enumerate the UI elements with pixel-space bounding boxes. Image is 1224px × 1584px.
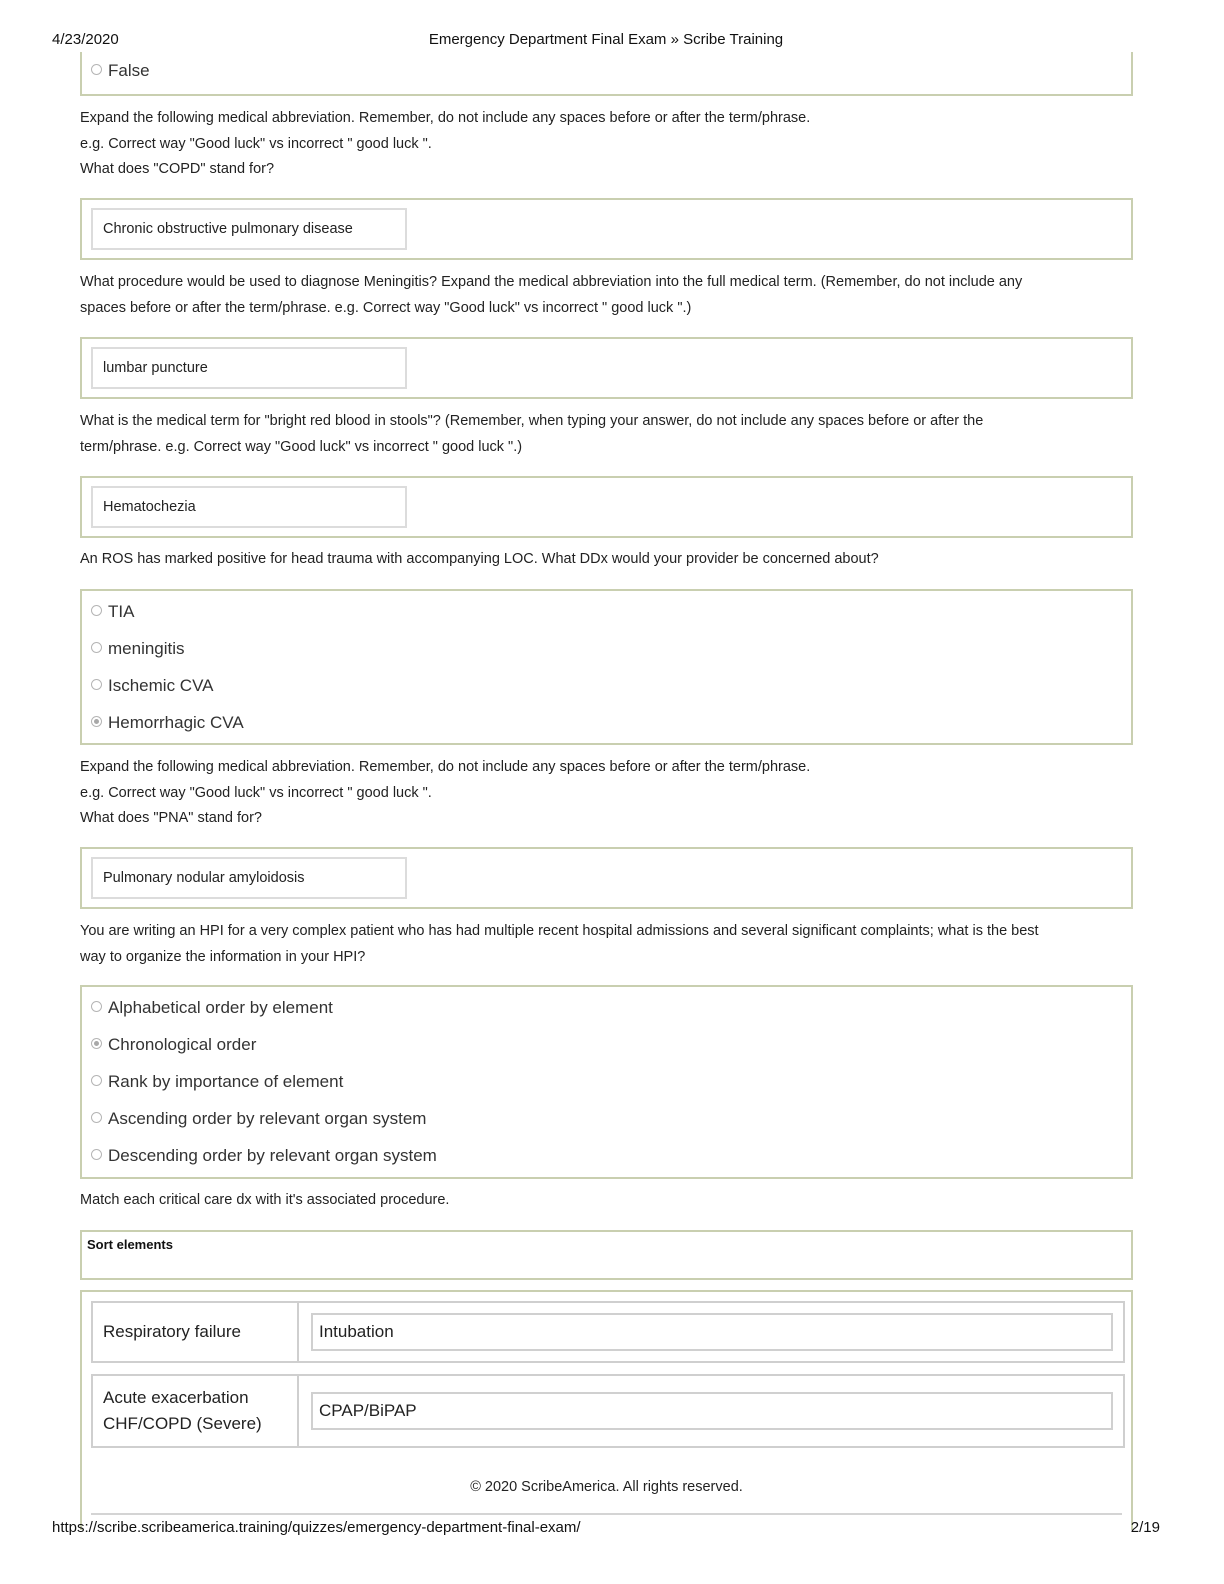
radio-icon[interactable]: [91, 605, 102, 616]
radio-icon[interactable]: [91, 1001, 102, 1012]
question-hpi-organization: [80, 919, 1140, 970]
option-false[interactable]: False: [91, 59, 150, 83]
question-match-critical-care: [80, 1188, 1140, 1214]
question-head-trauma: [80, 547, 1140, 573]
question-line: An ROS has marked positive for head trauma with accompanying LOC. What DDx would your provider be concerned about?: [80, 551, 879, 567]
answer-box-copd: [80, 198, 1133, 260]
answer-box-bright-red-blood: [80, 476, 1133, 538]
match-dx: Acute exacerbation CHF/COPD (Severe): [93, 1376, 299, 1446]
sort-elements-box: [80, 1230, 1133, 1280]
print-page-title: Emergency Department Final Exam » Scribe Training: [428, 31, 784, 48]
question-line: What is the medical term for "bright red blood in stools"? (Remember, when typing your answer, do not include any spaces before or after the: [80, 413, 984, 429]
radio-selected-icon[interactable]: [91, 716, 102, 727]
answer-input-copd[interactable]: Chronic obstructive pulmonary disease: [91, 208, 407, 250]
question-meningitis: [80, 270, 1140, 321]
radio-icon[interactable]: [91, 642, 102, 653]
question-line: What does "PNA" stand for?: [80, 810, 262, 826]
print-url: https://scribe.scribeamerica.training/quizzes/emergency-department-final-exam/: [52, 1519, 581, 1536]
options-box-head-trauma: [80, 589, 1133, 745]
radio-icon[interactable]: [91, 1075, 102, 1086]
answer-box-q0: [80, 52, 1133, 96]
sort-elements-label: Sort elements: [87, 1237, 173, 1252]
question-line: Expand the following medical abbreviation. Remember, do not include any spaces before or after the term/phrase.: [80, 110, 811, 126]
question-line: What does "COPD" stand for?: [80, 161, 275, 177]
copyright-text: © 2020 ScribeAmerica. All rights reserved.: [470, 1479, 743, 1495]
answer-input-meningitis[interactable]: lumbar puncture: [91, 347, 407, 389]
question-line: e.g. Correct way "Good luck" vs incorrect " good luck ".: [80, 784, 432, 801]
radio-icon[interactable]: [91, 679, 102, 690]
options-box-hpi-organization: [80, 985, 1133, 1179]
option-ischemic-cva[interactable]: Ischemic CVA: [91, 674, 214, 698]
question-line: e.g. Correct way "Good luck" vs incorrect " good luck ".: [80, 135, 432, 152]
answer-box-meningitis: [80, 337, 1133, 399]
radio-icon[interactable]: [91, 1149, 102, 1160]
divider: [91, 1513, 1122, 1515]
question-copd: [80, 106, 1140, 183]
option-rank-importance[interactable]: Rank by importance of element: [91, 1070, 343, 1094]
option-alphabetical[interactable]: Alphabetical order by element: [91, 996, 333, 1020]
print-date: 4/23/2020: [52, 31, 119, 48]
question-line: What procedure would be used to diagnose Meningitis? Expand the medical abbreviation into the full medical term. (Remember, do not include any: [80, 274, 1023, 290]
answer-input-pna[interactable]: Pulmonary nodular amyloidosis: [91, 857, 407, 899]
print-header: [52, 31, 1160, 51]
match-row: [91, 1374, 1125, 1448]
option-ascending-organ[interactable]: Ascending order by relevant organ system: [91, 1107, 426, 1131]
option-hemorrhagic-cva[interactable]: Hemorrhagic CVA: [91, 711, 244, 735]
question-line: spaces before or after the term/phrase. e.g. Correct way "Good luck" vs incorrect " good luck ".): [80, 299, 692, 316]
radio-icon[interactable]: [91, 64, 102, 75]
answer-input-bright-red-blood[interactable]: Hematochezia: [91, 486, 407, 528]
matching-box: [80, 1290, 1133, 1530]
radio-selected-icon[interactable]: [91, 1038, 102, 1049]
question-line: You are writing an HPI for a very complex patient who has had multiple recent hospital admissions and several significant complaints; what is the best: [80, 923, 1039, 939]
option-tia[interactable]: TIA: [91, 600, 134, 624]
match-dx: Respiratory failure: [93, 1303, 299, 1361]
radio-icon[interactable]: [91, 1112, 102, 1123]
answer-box-pna: [80, 847, 1133, 909]
question-line: way to organize the information in your HPI?: [80, 948, 366, 965]
match-row: [91, 1301, 1125, 1363]
option-meningitis[interactable]: meningitis: [91, 637, 185, 661]
option-descending-organ[interactable]: Descending order by relevant organ system: [91, 1144, 437, 1168]
print-footer: [52, 1519, 1160, 1539]
print-page-number: 2/19: [1130, 1519, 1160, 1536]
match-procedure-slot[interactable]: Intubation: [311, 1313, 1113, 1351]
question-bright-red-blood: [80, 409, 1140, 460]
question-line: Expand the following medical abbreviation. Remember, do not include any spaces before or after the term/phrase.: [80, 759, 811, 775]
match-procedure-slot[interactable]: CPAP/BiPAP: [311, 1392, 1113, 1430]
option-chronological[interactable]: Chronological order: [91, 1033, 256, 1057]
question-line: Match each critical care dx with it's associated procedure.: [80, 1192, 450, 1208]
question-line: term/phrase. e.g. Correct way "Good luck" vs incorrect " good luck ".): [80, 438, 523, 455]
question-pna: [80, 755, 1140, 832]
